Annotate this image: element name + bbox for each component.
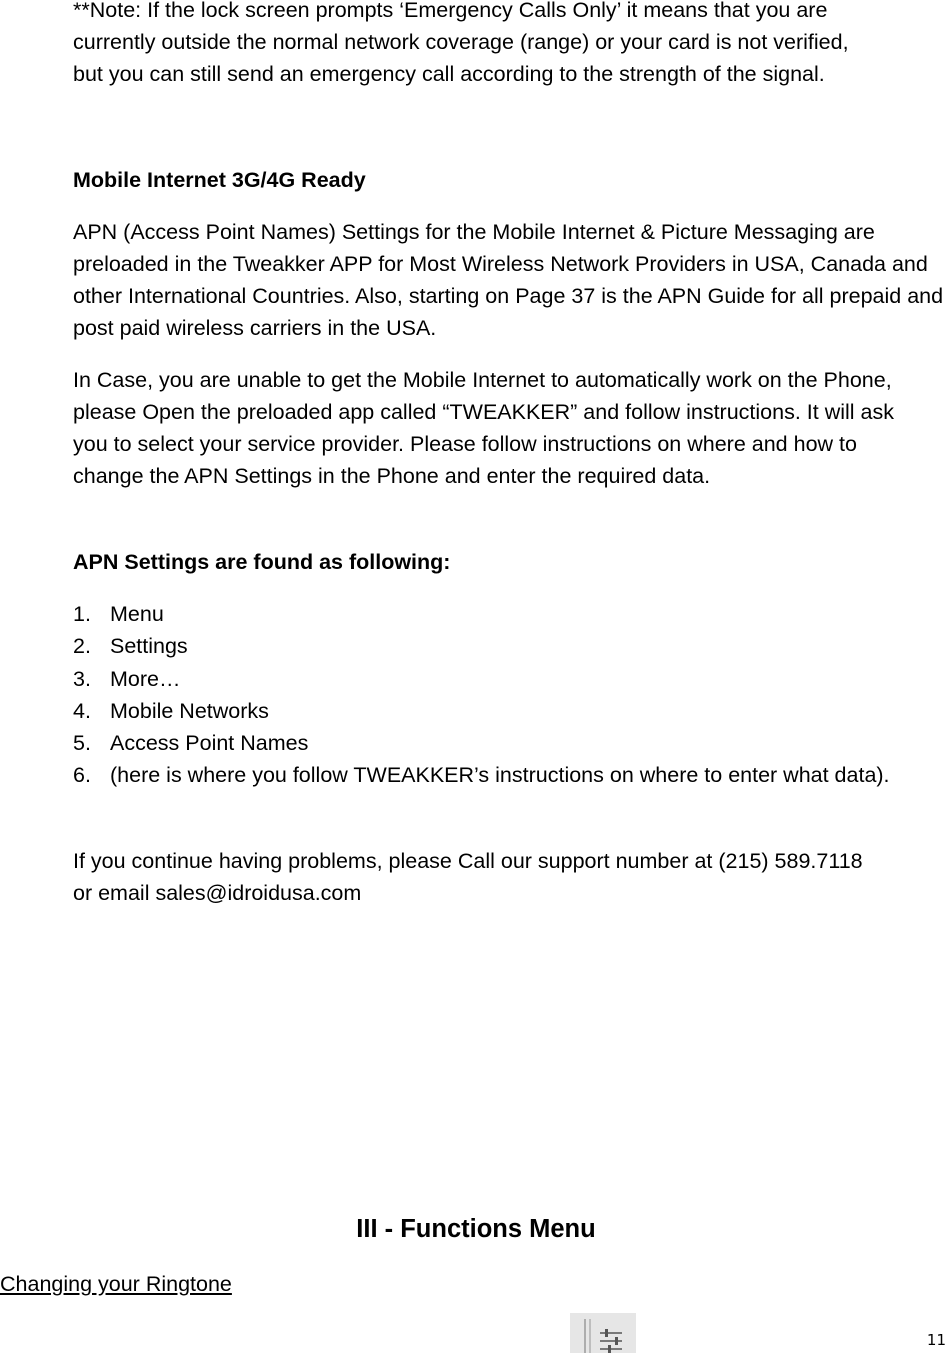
list-item: 1. Menu (73, 602, 164, 626)
changing-ringtone-link[interactable]: Changing your Ringtone (0, 1272, 232, 1296)
note-line-1: **Note: If the lock screen prompts ‘Emergency Calls Only’ it means that you are (73, 0, 828, 22)
page-number: 11 (926, 1331, 946, 1349)
list-item: 5. Access Point Names (73, 731, 309, 756)
list-item: 6. (here is where you follow TWEAKKER’s instructions on where to enter what data). (73, 763, 890, 788)
list-item: 3. More… (73, 666, 181, 691)
settings-sliders-icon (570, 1313, 636, 1353)
list-item: 2. Settings (73, 634, 188, 659)
functions-menu-title: III - Functions Menu (356, 1215, 596, 1243)
tweakker-paragraph: In Case, you are unable to get the Mobile Internet to automatically work on the Phone, please Open the preloaded app called “TWEAKKER” and follow instructions. It will ask you to select your service provider. Please follow instructions on where and how to change the APN Settings in the Phone and enter the required data. (73, 368, 894, 488)
apn-settings-heading: APN Settings are found as following: (73, 550, 451, 574)
apn-intro-paragraph: APN (Access Point Names) Settings for the Mobile Internet & Picture Messaging are preloaded in the Tweakker APP for Most Wireless Network Providers in USA, Canada and other International Countries. Also, starting on Page 37 is the APN Guide for all prepaid and post paid wireless carriers in the USA. (73, 220, 944, 340)
note-line-3: but you can still send an emergency call according to the strength of the signal. (73, 62, 825, 86)
mobile-internet-heading: Mobile Internet 3G/4G Ready (73, 168, 366, 192)
note-line-2: currently outside the normal network coverage (range) or your card is not verified, (73, 30, 849, 54)
apn-steps-list (73, 598, 947, 792)
list-item: 4. Mobile Networks (73, 698, 269, 723)
support-contact-paragraph: If you continue having problems, please Call our support number at (215) 589.7118 or email sales@idroidusa.com (73, 849, 863, 905)
